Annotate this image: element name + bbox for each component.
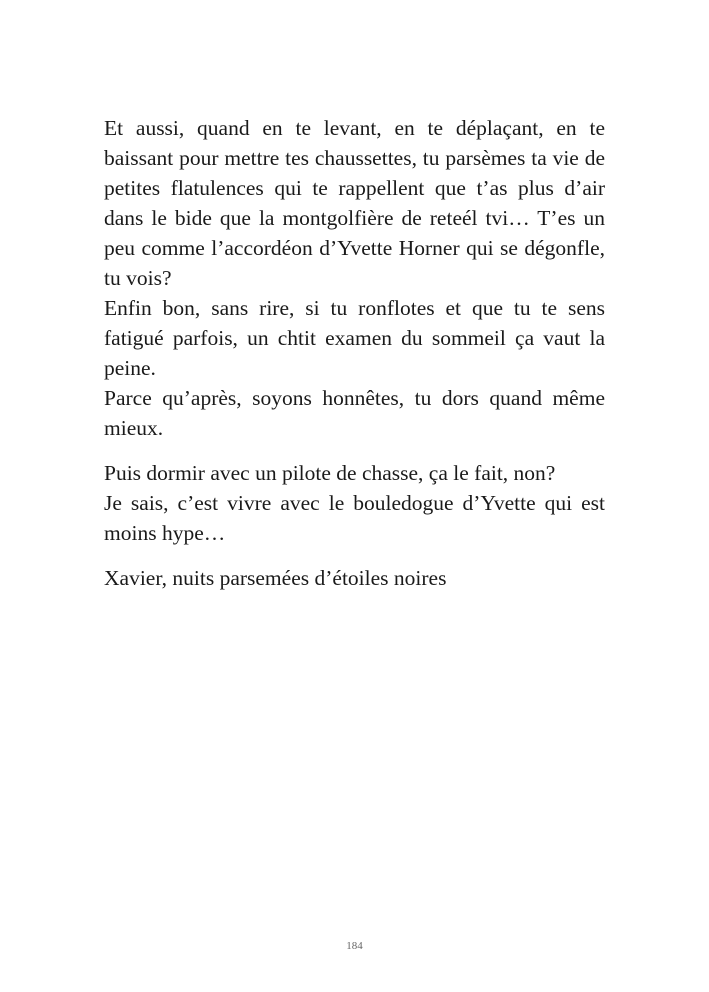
paragraph: Parce qu’après, soyons honnêtes, tu dors quand même mieux. <box>104 386 605 440</box>
page-number: 184 <box>346 940 363 952</box>
paragraph: Je sais, c’est vivre avec le bouledogue d’Yvette qui est moins hype… <box>104 491 605 545</box>
paragraph: Puis dormir avec un pilote de chasse, ça le fait, non? <box>104 461 556 485</box>
signature-line: Xavier, nuits parsemées d’étoiles noires <box>104 566 447 590</box>
paragraph: Et aussi, quand en te levant, en te déplaçant, en te baissant pour mettre tes chaussettes, tu parsèmes ta vie de petites flatulences qui te rappellent que t’as plus d’air dans le bide que la montgolfière de reteél tvi… T’es un peu comme l’accordéon d’Yvette Horner qui se dégonfle, tu vois? <box>104 116 605 290</box>
paragraph: Enfin bon, sans rire, si tu ronflotes et que tu te sens fatigué parfois, un chtit examen du sommeil ça vaut la peine. <box>104 296 605 380</box>
body-text <box>104 113 605 593</box>
